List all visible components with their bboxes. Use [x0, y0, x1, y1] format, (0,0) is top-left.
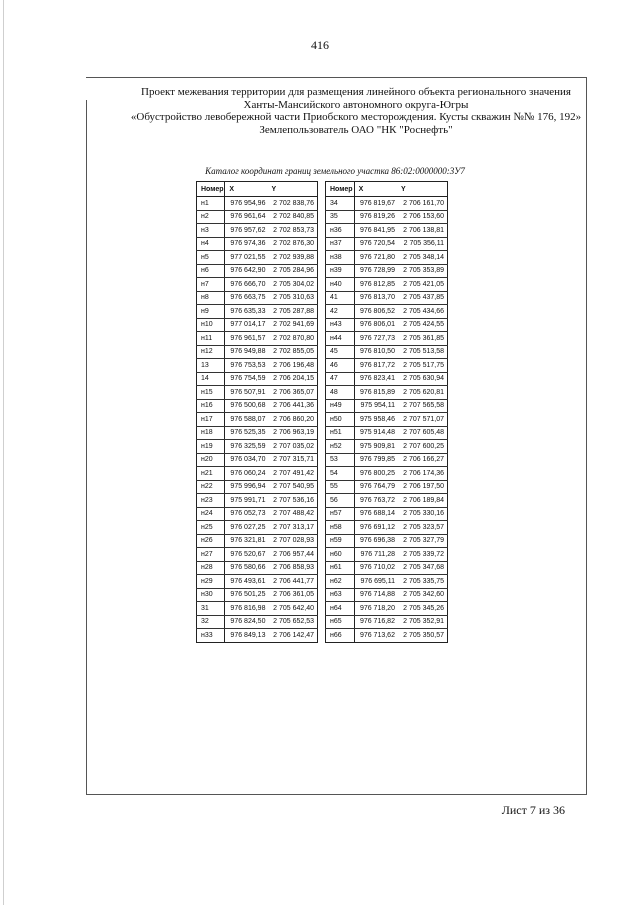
- point-number-cell: н51: [326, 426, 355, 440]
- x-coordinate-cell: 975 996,94: [225, 480, 268, 494]
- catalog-caption: Каталог координат границ земельного участка 86:02:0000000:3У7: [205, 166, 465, 176]
- y-coordinate-cell: 2 705 327,79: [397, 534, 448, 548]
- x-coordinate-cell: 976 841,95: [354, 224, 397, 238]
- point-number-cell: н18: [197, 426, 225, 440]
- point-number-cell: н28: [197, 561, 225, 575]
- y-coordinate-cell: 2 705 323,57: [397, 521, 448, 535]
- x-coordinate-cell: 976 763,72: [354, 494, 397, 508]
- coordinates-table-right: [325, 181, 448, 643]
- x-coordinate-cell: 976 806,01: [354, 318, 397, 332]
- y-coordinate-cell: 2 705 350,57: [403, 631, 444, 639]
- column-header-x: X: [354, 182, 397, 197]
- point-number-cell: 46: [326, 359, 355, 373]
- y-coordinate-cell: 2 705 630,94: [397, 372, 448, 386]
- y-coordinate-cell: 2 706 153,60: [397, 210, 448, 224]
- document-header: [96, 86, 616, 136]
- point-number-cell: н62: [326, 575, 355, 589]
- point-number-cell: н22: [197, 480, 225, 494]
- point-number-cell: н9: [197, 305, 225, 319]
- x-coordinate-cell: 976 849,13: [230, 631, 266, 639]
- x-coordinate-cell: 976 800,25: [354, 467, 397, 481]
- point-number-cell: н37: [326, 237, 355, 251]
- table-row: [197, 345, 318, 359]
- point-number-cell: н39: [326, 264, 355, 278]
- table-row: [197, 548, 318, 562]
- table-row: [326, 588, 448, 602]
- y-coordinate-cell: 2 705 434,66: [397, 305, 448, 319]
- point-number-cell: н1: [197, 197, 225, 211]
- table-row: [326, 399, 448, 413]
- x-coordinate-cell: 976 810,50: [354, 345, 397, 359]
- header-line-4: Землепользователь ОАО "НК "Роснефть": [259, 123, 453, 136]
- table-row: [326, 372, 448, 386]
- x-coordinate-cell: 976 812,85: [354, 278, 397, 292]
- point-number-cell: н7: [197, 278, 225, 292]
- y-coordinate-cell: 2 706 174,36: [397, 467, 448, 481]
- y-coordinate-cell: 2 707 571,07: [397, 413, 448, 427]
- table-row: [326, 359, 448, 373]
- table-row: [197, 359, 318, 373]
- x-coordinate-cell: 976 754,59: [225, 372, 268, 386]
- x-coordinate-cell: 976 819,26: [354, 210, 397, 224]
- y-coordinate-cell: 2 702 855,05: [267, 345, 317, 359]
- y-coordinate-cell: 2 706 161,70: [397, 197, 448, 211]
- table-body-left: [197, 197, 318, 643]
- y-coordinate-cell: 2 705 335,75: [397, 575, 448, 589]
- table-row: [326, 494, 448, 508]
- table-row: [326, 332, 448, 346]
- y-coordinate-cell: 2 706 138,81: [397, 224, 448, 238]
- point-number-cell: н58: [326, 521, 355, 535]
- table-row: [197, 210, 318, 224]
- point-number-cell: н12: [197, 345, 225, 359]
- point-number-cell: н43: [326, 318, 355, 332]
- y-coordinate-cell: 2 705 424,55: [397, 318, 448, 332]
- y-coordinate-cell: 2 702 840,85: [267, 210, 317, 224]
- x-coordinate-cell: 976 710,02: [354, 561, 397, 575]
- y-coordinate-cell: 2 705 339,72: [397, 548, 448, 562]
- x-coordinate-cell: 976 325,59: [225, 440, 268, 454]
- x-coordinate-cell: 976 688,14: [354, 507, 397, 521]
- y-coordinate-cell: 2 705 347,68: [397, 561, 448, 575]
- table-row: [197, 291, 318, 305]
- y-coordinate-cell: 2 707 600,25: [397, 440, 448, 454]
- y-coordinate-cell: 2 706 957,44: [267, 548, 317, 562]
- y-coordinate-cell: 2 706 858,93: [267, 561, 317, 575]
- table-header-row: [197, 182, 318, 197]
- x-coordinate-cell: 976 815,89: [354, 386, 397, 400]
- table-row: [197, 386, 318, 400]
- point-number-cell: н27: [197, 548, 225, 562]
- y-coordinate-cell: 2 702 853,73: [267, 224, 317, 238]
- x-coordinate-cell: 976 816,98: [225, 602, 268, 616]
- y-coordinate-cell: 2 702 838,76: [267, 197, 317, 211]
- x-coordinate-cell: 976 716,82: [354, 615, 397, 629]
- table-row: [326, 210, 448, 224]
- point-number-cell: 48: [326, 386, 355, 400]
- x-coordinate-cell: 976 824,50: [225, 615, 268, 629]
- table-row: [326, 291, 448, 305]
- y-coordinate-cell: 2 705 652,53: [267, 615, 317, 629]
- point-number-cell: н50: [326, 413, 355, 427]
- table-row: [197, 467, 318, 481]
- table-row: [197, 264, 318, 278]
- x-coordinate-cell: 976 721,80: [354, 251, 397, 265]
- x-coordinate-cell: 976 507,91: [225, 386, 268, 400]
- table-row: [197, 224, 318, 238]
- table-row: [326, 345, 448, 359]
- x-coordinate-cell: 976 961,64: [225, 210, 268, 224]
- point-number-cell: 56: [326, 494, 355, 508]
- column-header-y: Y: [267, 182, 317, 197]
- page-number: 416: [311, 38, 329, 52]
- table-row: [197, 521, 318, 535]
- y-coordinate-cell: 2 707 605,48: [397, 426, 448, 440]
- table-row: [197, 440, 318, 454]
- y-coordinate-cell: 2 706 189,84: [397, 494, 448, 508]
- y-coordinate-cell: 2 702 876,30: [267, 237, 317, 251]
- y-coordinate-cell: 2 705 356,11: [397, 237, 448, 251]
- y-coordinate-cell: 2 705 284,96: [267, 264, 317, 278]
- x-coordinate-cell: 976 580,66: [225, 561, 268, 575]
- table-row: [197, 588, 318, 602]
- table-row: [197, 561, 318, 575]
- y-coordinate-cell: 2 707 540,95: [267, 480, 317, 494]
- table-row: [326, 426, 448, 440]
- table-row: [197, 453, 318, 467]
- y-coordinate-cell: 2 705 620,81: [397, 386, 448, 400]
- table-row: [197, 534, 318, 548]
- point-number-cell: н65: [326, 615, 355, 629]
- point-number-cell: н66: [326, 629, 355, 643]
- table-row: [197, 399, 318, 413]
- point-number-cell: н40: [326, 278, 355, 292]
- point-number-cell: 41: [326, 291, 355, 305]
- table-row: [326, 386, 448, 400]
- point-number-cell: н33: [197, 629, 225, 643]
- y-coordinate-cell: 2 705 310,63: [267, 291, 317, 305]
- point-number-cell: н23: [197, 494, 225, 508]
- point-number-cell: н25: [197, 521, 225, 535]
- table-row: [326, 305, 448, 319]
- point-number-cell: н20: [197, 453, 225, 467]
- table-row: [197, 426, 318, 440]
- y-coordinate-cell: 2 702 939,88: [267, 251, 317, 265]
- point-number-cell: н38: [326, 251, 355, 265]
- point-number-cell: 31: [197, 602, 225, 616]
- point-number-cell: н5: [197, 251, 225, 265]
- y-coordinate-cell: 2 706 197,50: [397, 480, 448, 494]
- table-row: [197, 332, 318, 346]
- x-coordinate-cell: 976 588,07: [225, 413, 268, 427]
- y-coordinate-cell: 2 702 941,69: [267, 318, 317, 332]
- x-coordinate-cell: 976 060,24: [225, 467, 268, 481]
- x-coordinate-cell: 976 666,70: [225, 278, 268, 292]
- x-coordinate-cell: 976 799,85: [354, 453, 397, 467]
- y-coordinate-cell: 2 706 365,07: [267, 386, 317, 400]
- x-coordinate-cell: 976 642,90: [225, 264, 268, 278]
- table-body-right: [326, 197, 448, 643]
- point-number-cell: н61: [326, 561, 355, 575]
- table-row: [197, 305, 318, 319]
- table-row: [197, 629, 318, 643]
- x-coordinate-cell: 976 525,35: [225, 426, 268, 440]
- point-number-cell: н60: [326, 548, 355, 562]
- x-coordinate-cell: 976 695,11: [354, 575, 397, 589]
- x-coordinate-cell: 975 914,48: [354, 426, 397, 440]
- y-coordinate-cell: 2 705 353,89: [397, 264, 448, 278]
- y-coordinate-cell: 2 707 028,93: [267, 534, 317, 548]
- table-row: [197, 575, 318, 589]
- y-coordinate-cell: 2 706 860,20: [267, 413, 317, 427]
- x-coordinate-cell: 976 691,12: [354, 521, 397, 535]
- x-coordinate-cell: 975 991,71: [225, 494, 268, 508]
- table-row: [197, 278, 318, 292]
- table-row: [326, 575, 448, 589]
- table-row: [326, 615, 448, 629]
- table-row: [326, 561, 448, 575]
- x-coordinate-cell: 976 819,67: [354, 197, 397, 211]
- point-number-cell: н57: [326, 507, 355, 521]
- y-coordinate-cell: 2 706 166,27: [397, 453, 448, 467]
- point-number-cell: н2: [197, 210, 225, 224]
- y-coordinate-cell: 2 707 488,42: [267, 507, 317, 521]
- point-number-cell: н8: [197, 291, 225, 305]
- table-row: [326, 440, 448, 454]
- sheet-counter: Лист 7 из 36: [501, 803, 565, 817]
- x-coordinate-cell: 976 501,25: [225, 588, 268, 602]
- point-number-cell: н52: [326, 440, 355, 454]
- x-coordinate-cell: 976 806,52: [354, 305, 397, 319]
- table-row: [326, 602, 448, 616]
- x-coordinate-cell: 976 957,62: [225, 224, 268, 238]
- header-line-2: Ханты-Мансийского автономного округа-Югры: [243, 98, 469, 111]
- table-row: [197, 615, 318, 629]
- y-coordinate-cell: 2 706 441,36: [267, 399, 317, 413]
- table-row: [197, 237, 318, 251]
- table-row: [326, 237, 448, 251]
- point-number-cell: н63: [326, 588, 355, 602]
- y-coordinate-cell: 2 705 330,16: [397, 507, 448, 521]
- table-row: [326, 507, 448, 521]
- table-row: [326, 197, 448, 211]
- header-line-3: «Обустройство левобережной части Приобского месторождения. Кусты скважин №№ 176, 192»: [130, 111, 582, 123]
- x-coordinate-cell: 976 696,38: [354, 534, 397, 548]
- x-coordinate-cell: 976 823,41: [354, 372, 397, 386]
- table-row: [197, 507, 318, 521]
- y-coordinate-cell: 2 707 315,71: [267, 453, 317, 467]
- table-row: [326, 521, 448, 535]
- table-row: [197, 197, 318, 211]
- point-number-cell: 14: [197, 372, 225, 386]
- y-coordinate-cell: 2 707 313,17: [267, 521, 317, 535]
- coordinates-table-left: [196, 181, 318, 643]
- table-row: [197, 494, 318, 508]
- table-row: [326, 467, 448, 481]
- x-coordinate-cell: 976 954,96: [225, 197, 268, 211]
- point-number-cell: н21: [197, 467, 225, 481]
- table-row: [197, 372, 318, 386]
- table-row: [326, 534, 448, 548]
- point-number-cell: н59: [326, 534, 355, 548]
- x-coordinate-cell: 976 974,36: [225, 237, 268, 251]
- table-row: [326, 629, 448, 643]
- y-coordinate-cell: 2 706 441,77: [267, 575, 317, 589]
- y-coordinate-cell: 2 705 517,75: [397, 359, 448, 373]
- point-number-cell: н3: [197, 224, 225, 238]
- x-coordinate-cell: 976 027,25: [225, 521, 268, 535]
- y-coordinate-cell: 2 705 342,60: [397, 588, 448, 602]
- x-coordinate-cell: 976 493,61: [225, 575, 268, 589]
- x-coordinate-cell: 976 500,68: [225, 399, 268, 413]
- x-coordinate-cell: 976 034,70: [225, 453, 268, 467]
- table-row: [197, 251, 318, 265]
- point-number-cell: н26: [197, 534, 225, 548]
- point-number-cell: н29: [197, 575, 225, 589]
- x-coordinate-cell: 976 817,72: [354, 359, 397, 373]
- table-row: [326, 480, 448, 494]
- point-number-cell: н6: [197, 264, 225, 278]
- y-coordinate-cell: 2 707 035,02: [267, 440, 317, 454]
- point-number-cell: н19: [197, 440, 225, 454]
- y-coordinate-cell: 2 705 642,40: [267, 602, 317, 616]
- x-coordinate-cell: 976 052,73: [225, 507, 268, 521]
- table-row: [326, 264, 448, 278]
- x-coordinate-cell: 976 711,28: [354, 548, 397, 562]
- x-coordinate-cell: 976 949,88: [225, 345, 268, 359]
- y-coordinate-cell: 2 706 963,19: [267, 426, 317, 440]
- x-coordinate-cell: 976 713,62: [359, 631, 395, 639]
- point-number-cell: н10: [197, 318, 225, 332]
- point-number-cell: н4: [197, 237, 225, 251]
- point-number-cell: 47: [326, 372, 355, 386]
- y-coordinate-cell: 2 702 870,80: [267, 332, 317, 346]
- y-coordinate-cell: 2 707 565,58: [397, 399, 448, 413]
- x-coordinate-cell: 976 764,79: [354, 480, 397, 494]
- table-row: [326, 453, 448, 467]
- table-row: [326, 251, 448, 265]
- column-header-number: Номер: [326, 182, 355, 197]
- y-coordinate-cell: 2 706 142,47: [273, 631, 314, 639]
- x-coordinate-cell: 976 520,67: [225, 548, 268, 562]
- point-number-cell: 54: [326, 467, 355, 481]
- point-number-cell: н44: [326, 332, 355, 346]
- column-header-number: Номер: [197, 182, 225, 197]
- y-coordinate-cell: 2 705 421,05: [397, 278, 448, 292]
- y-coordinate-cell: 2 706 361,05: [267, 588, 317, 602]
- header-line-1: Проект межевания территории для размещения линейного объекта регионального значения: [141, 86, 571, 98]
- point-number-cell: н15: [197, 386, 225, 400]
- point-number-cell: н36: [326, 224, 355, 238]
- point-number-cell: н30: [197, 588, 225, 602]
- table-row: [326, 548, 448, 562]
- point-number-cell: 32: [197, 615, 225, 629]
- x-coordinate-cell: 975 958,46: [354, 413, 397, 427]
- point-number-cell: н24: [197, 507, 225, 521]
- point-number-cell: 53: [326, 453, 355, 467]
- x-coordinate-cell: 976 321,81: [225, 534, 268, 548]
- table-row: [326, 318, 448, 332]
- table-header-row: [326, 182, 448, 197]
- table-row: [326, 224, 448, 238]
- point-number-cell: 55: [326, 480, 355, 494]
- point-number-cell: 45: [326, 345, 355, 359]
- y-coordinate-cell: 2 705 352,91: [397, 615, 448, 629]
- point-number-cell: 13: [197, 359, 225, 373]
- column-header-y: Y: [397, 182, 448, 197]
- y-coordinate-cell: 2 705 304,02: [267, 278, 317, 292]
- y-coordinate-cell: 2 706 204,15: [267, 372, 317, 386]
- x-coordinate-cell: 976 961,57: [225, 332, 268, 346]
- point-number-cell: н16: [197, 399, 225, 413]
- table-row: [197, 480, 318, 494]
- x-coordinate-cell: 976 753,53: [225, 359, 268, 373]
- x-coordinate-cell: 975 954,11: [354, 399, 397, 413]
- point-number-cell: н49: [326, 399, 355, 413]
- point-number-cell: 35: [326, 210, 355, 224]
- table-row: [197, 318, 318, 332]
- x-coordinate-cell: 976 635,33: [225, 305, 268, 319]
- x-coordinate-cell: 976 728,99: [354, 264, 397, 278]
- y-coordinate-cell: 2 705 437,85: [397, 291, 448, 305]
- x-coordinate-cell: 976 663,75: [225, 291, 268, 305]
- y-coordinate-cell: 2 705 361,85: [397, 332, 448, 346]
- x-coordinate-cell: 977 021,55: [225, 251, 268, 265]
- point-number-cell: н64: [326, 602, 355, 616]
- y-coordinate-cell: 2 707 536,16: [267, 494, 317, 508]
- x-coordinate-cell: 976 714,88: [354, 588, 397, 602]
- x-coordinate-cell: 976 727,73: [354, 332, 397, 346]
- y-coordinate-cell: 2 706 196,48: [267, 359, 317, 373]
- table-row: [326, 278, 448, 292]
- y-coordinate-cell: 2 705 348,14: [397, 251, 448, 265]
- page-edge-line: [3, 0, 4, 905]
- point-number-cell: н11: [197, 332, 225, 346]
- point-number-cell: н17: [197, 413, 225, 427]
- table-row: [197, 413, 318, 427]
- y-coordinate-cell: 2 707 491,42: [267, 467, 317, 481]
- x-coordinate-cell: 976 720,54: [354, 237, 397, 251]
- x-coordinate-cell: 976 718,20: [354, 602, 397, 616]
- y-coordinate-cell: 2 705 345,26: [397, 602, 448, 616]
- y-coordinate-cell: 2 705 513,58: [397, 345, 448, 359]
- point-number-cell: 34: [326, 197, 355, 211]
- y-coordinate-cell: 2 705 287,88: [267, 305, 317, 319]
- document-frame-left-edge: [86, 100, 87, 794]
- x-coordinate-cell: 976 813,70: [354, 291, 397, 305]
- x-coordinate-cell: 977 014,17: [225, 318, 268, 332]
- x-coordinate-cell: 975 909,81: [354, 440, 397, 454]
- column-header-x: X: [225, 182, 268, 197]
- point-number-cell: 42: [326, 305, 355, 319]
- table-row: [197, 602, 318, 616]
- table-row: [326, 413, 448, 427]
